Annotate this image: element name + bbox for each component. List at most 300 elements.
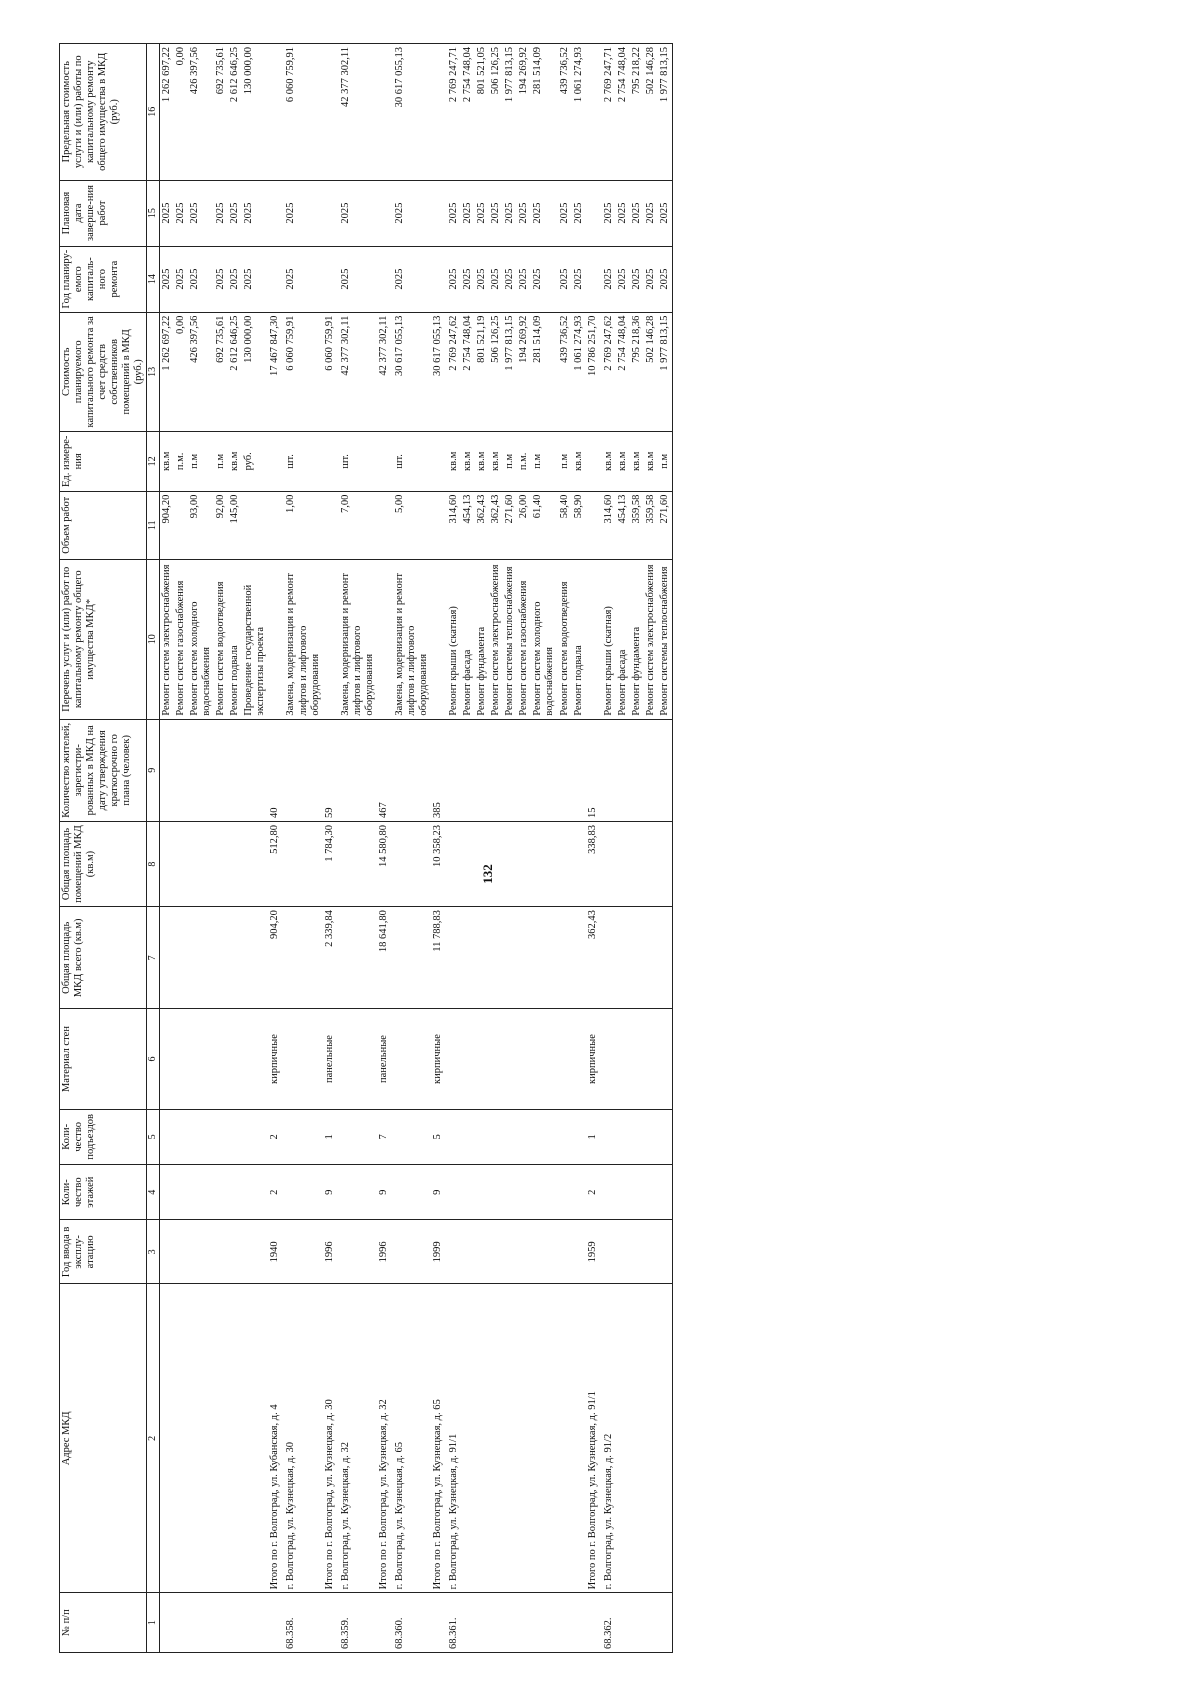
- entrances-cell: [228, 1109, 242, 1164]
- year-built-cell: 1959: [586, 1220, 602, 1284]
- owner-cost-cell: 6 060 759,91: [284, 312, 322, 431]
- completion-date-cell: 2025: [214, 180, 228, 246]
- owner-cost-cell: 2 754 748,04: [616, 312, 630, 431]
- column-number: 4: [147, 1165, 160, 1220]
- max-cost-cell: 30 617 055,13: [393, 44, 431, 181]
- premises-area-cell: 338,83: [586, 821, 602, 906]
- wall-material-cell: [159, 1009, 174, 1109]
- table-row: [214, 44, 228, 1653]
- entrances-cell: [393, 1109, 431, 1164]
- completion-date-cell: [268, 180, 284, 246]
- planned-year-cell: 2025: [242, 246, 268, 312]
- unit-cell: [586, 431, 602, 491]
- residents-cell: 15: [586, 719, 602, 821]
- wall-material-cell: [517, 1009, 531, 1109]
- floors-cell: [658, 1165, 673, 1220]
- unit-cell: [377, 431, 393, 491]
- unit-cell: кв.м: [447, 431, 461, 491]
- wall-material-cell: панельные: [323, 1009, 339, 1109]
- residents-cell: [616, 719, 630, 821]
- max-cost-cell: 502 146,28: [644, 44, 658, 181]
- column-number: 15: [147, 180, 160, 246]
- address-cell: Итого по г. Волгоград, ул. Кузнецкая, д. 32: [377, 1284, 393, 1593]
- unit-cell: кв.м: [475, 431, 489, 491]
- work-type-cell: Ремонт крыши (скатная): [602, 559, 616, 719]
- unit-cell: кв.м: [461, 431, 475, 491]
- floors-cell: [159, 1165, 174, 1220]
- unit-cell: шт.: [393, 431, 431, 491]
- row-number-cell: [489, 1593, 503, 1653]
- residents-cell: [228, 719, 242, 821]
- completion-date-cell: 2025: [558, 180, 572, 246]
- wall-material-cell: [558, 1009, 572, 1109]
- residents-cell: [531, 719, 557, 821]
- work-volume-cell: [431, 491, 447, 559]
- total-area-cell: 2 339,84: [323, 907, 339, 1009]
- owner-cost-cell: 30 617 055,13: [393, 312, 431, 431]
- work-volume-cell: [242, 491, 268, 559]
- address-cell: [503, 1284, 517, 1593]
- total-area-cell: [393, 907, 431, 1009]
- premises-area-cell: [214, 821, 228, 906]
- planned-year-cell: 2025: [602, 246, 616, 312]
- floors-cell: [393, 1165, 431, 1220]
- total-area-cell: [475, 907, 489, 1009]
- floors-cell: [188, 1165, 214, 1220]
- work-type-cell: [377, 559, 393, 719]
- unit-cell: п.м.: [517, 431, 531, 491]
- total-area-cell: [630, 907, 644, 1009]
- total-area-cell: [228, 907, 242, 1009]
- entrances-cell: [630, 1109, 644, 1164]
- planned-year-cell: 2025: [174, 246, 188, 312]
- planned-year-cell: [323, 246, 339, 312]
- year-built-cell: [339, 1220, 377, 1284]
- planned-year-cell: 2025: [214, 246, 228, 312]
- table-row: [616, 44, 630, 1653]
- row-number-cell: [475, 1593, 489, 1653]
- year-built-cell: [517, 1220, 531, 1284]
- unit-cell: руб.: [242, 431, 268, 491]
- entrances-cell: [658, 1109, 673, 1164]
- owner-cost-cell: 439 736,52: [558, 312, 572, 431]
- completion-date-cell: [431, 180, 447, 246]
- entrances-cell: [531, 1109, 557, 1164]
- residents-cell: [558, 719, 572, 821]
- work-type-cell: Ремонт систем водоотведения: [214, 559, 228, 719]
- address-cell: [644, 1284, 658, 1593]
- owner-cost-cell: 801 521,19: [475, 312, 489, 431]
- year-built-cell: 1996: [323, 1220, 339, 1284]
- max-cost-cell: 6 060 759,91: [284, 44, 322, 181]
- floors-cell: [447, 1165, 461, 1220]
- total-area-cell: 904,20: [268, 907, 284, 1009]
- header-cell: Адрес МКД: [60, 1284, 147, 1593]
- completion-date-cell: 2025: [159, 180, 174, 246]
- completion-date-cell: 2025: [228, 180, 242, 246]
- planned-year-cell: 2025: [572, 246, 586, 312]
- table-row: [339, 44, 377, 1653]
- floors-cell: [644, 1165, 658, 1220]
- max-cost-cell: 692 735,61: [214, 44, 228, 181]
- year-built-cell: 1940: [268, 1220, 284, 1284]
- total-area-cell: [159, 907, 174, 1009]
- residents-cell: [461, 719, 475, 821]
- total-row: [377, 44, 393, 1653]
- header-cell: Коли-чество этажей: [60, 1165, 147, 1220]
- owner-cost-cell: 194 269,92: [517, 312, 531, 431]
- row-number-cell: [431, 1593, 447, 1653]
- planned-year-cell: [431, 246, 447, 312]
- floors-cell: [214, 1165, 228, 1220]
- owner-cost-cell: 281 514,09: [531, 312, 557, 431]
- work-volume-cell: 454,13: [461, 491, 475, 559]
- work-volume-cell: [323, 491, 339, 559]
- address-cell: г. Волгоград, ул. Кузнецкая, д. 30: [284, 1284, 322, 1593]
- total-area-cell: [558, 907, 572, 1009]
- premises-area-cell: [284, 821, 322, 906]
- row-number-cell: [323, 1593, 339, 1653]
- completion-date-cell: [323, 180, 339, 246]
- premises-area-cell: [572, 821, 586, 906]
- max-cost-cell: 1 262 697,22: [159, 44, 174, 181]
- work-volume-cell: [377, 491, 393, 559]
- planned-year-cell: 2025: [188, 246, 214, 312]
- entrances-cell: 1: [586, 1109, 602, 1164]
- work-volume-cell: 58,90: [572, 491, 586, 559]
- unit-cell: п.м: [531, 431, 557, 491]
- row-number-cell: [586, 1593, 602, 1653]
- total-area-cell: [602, 907, 616, 1009]
- address-cell: [188, 1284, 214, 1593]
- premises-area-cell: [475, 821, 489, 906]
- owner-cost-cell: 0,00: [174, 312, 188, 431]
- work-volume-cell: 271,60: [658, 491, 673, 559]
- entrances-cell: [174, 1109, 188, 1164]
- address-cell: [558, 1284, 572, 1593]
- owner-cost-cell: 1 262 697,22: [159, 312, 174, 431]
- total-area-cell: [339, 907, 377, 1009]
- entrances-cell: [602, 1109, 616, 1164]
- header-cell: Год ввода в эксплу-атацию: [60, 1220, 147, 1284]
- total-area-cell: [489, 907, 503, 1009]
- wall-material-cell: [228, 1009, 242, 1109]
- total-row: [323, 44, 339, 1653]
- owner-cost-cell: 506 126,25: [489, 312, 503, 431]
- header-cell: Стоимость планируемого капитального ремонта за счет средств собственников помещений в МКД (руб.): [60, 312, 147, 431]
- work-type-cell: Ремонт фасада: [616, 559, 630, 719]
- residents-cell: [602, 719, 616, 821]
- planned-year-cell: [377, 246, 393, 312]
- column-number: 11: [147, 491, 160, 559]
- work-volume-cell: 92,00: [214, 491, 228, 559]
- owner-cost-cell: 2 769 247,62: [447, 312, 461, 431]
- premises-area-cell: [644, 821, 658, 906]
- column-number: 12: [147, 431, 160, 491]
- table-row: [393, 44, 431, 1653]
- planned-year-cell: 2025: [644, 246, 658, 312]
- table-row: [531, 44, 557, 1653]
- owner-cost-cell: 502 146,28: [644, 312, 658, 431]
- wall-material-cell: [214, 1009, 228, 1109]
- unit-cell: кв.м: [572, 431, 586, 491]
- entrances-cell: 7: [377, 1109, 393, 1164]
- floors-cell: [339, 1165, 377, 1220]
- address-cell: [572, 1284, 586, 1593]
- premises-area-cell: 14 580,80: [377, 821, 393, 906]
- residents-cell: [517, 719, 531, 821]
- work-type-cell: Ремонт систем электроснабжения: [489, 559, 503, 719]
- year-built-cell: [159, 1220, 174, 1284]
- completion-date-cell: 2025: [503, 180, 517, 246]
- year-built-cell: [630, 1220, 644, 1284]
- wall-material-cell: [489, 1009, 503, 1109]
- table-row: [174, 44, 188, 1653]
- year-built-cell: 1996: [377, 1220, 393, 1284]
- floors-cell: 9: [323, 1165, 339, 1220]
- table-row: [159, 44, 174, 1653]
- premises-area-cell: [159, 821, 174, 906]
- owner-cost-cell: 692 735,61: [214, 312, 228, 431]
- column-number: 13: [147, 312, 160, 431]
- row-number-cell: [616, 1593, 630, 1653]
- unit-cell: п.м: [503, 431, 517, 491]
- planned-year-cell: 2025: [558, 246, 572, 312]
- entrances-cell: [339, 1109, 377, 1164]
- total-area-cell: [284, 907, 322, 1009]
- year-built-cell: [658, 1220, 673, 1284]
- work-volume-cell: 454,13: [616, 491, 630, 559]
- unit-cell: кв.м: [630, 431, 644, 491]
- wall-material-cell: кирпичные: [431, 1009, 447, 1109]
- entrances-cell: [558, 1109, 572, 1164]
- rotated-table-container: [59, 43, 1043, 1653]
- table-row: [517, 44, 531, 1653]
- year-built-cell: [461, 1220, 475, 1284]
- total-area-cell: [214, 907, 228, 1009]
- wall-material-cell: [242, 1009, 268, 1109]
- address-cell: Итого по г. Волгоград, ул. Кубанская, д. 4: [268, 1284, 284, 1593]
- planned-year-cell: 2025: [159, 246, 174, 312]
- residents-cell: [447, 719, 461, 821]
- address-cell: [159, 1284, 174, 1593]
- planned-year-cell: 2025: [630, 246, 644, 312]
- total-area-cell: [461, 907, 475, 1009]
- entrances-cell: [284, 1109, 322, 1164]
- wall-material-cell: [658, 1009, 673, 1109]
- wall-material-cell: [461, 1009, 475, 1109]
- floors-cell: [616, 1165, 630, 1220]
- work-type-cell: Ремонт фундамента: [475, 559, 489, 719]
- completion-date-cell: 2025: [531, 180, 557, 246]
- wall-material-cell: [644, 1009, 658, 1109]
- work-volume-cell: 1,00: [284, 491, 322, 559]
- owner-cost-cell: 2 754 748,04: [461, 312, 475, 431]
- header-cell: № п/п: [60, 1593, 147, 1653]
- entrances-cell: [517, 1109, 531, 1164]
- completion-date-cell: 2025: [630, 180, 644, 246]
- unit-cell: [268, 431, 284, 491]
- work-type-cell: Ремонт подвала: [228, 559, 242, 719]
- total-area-cell: [447, 907, 461, 1009]
- header-cell: Общая площадь помещений МКД (кв.м): [60, 821, 147, 906]
- row-number-cell: [644, 1593, 658, 1653]
- header-cell: Общая площадь МКД всего (кв.м): [60, 907, 147, 1009]
- floors-cell: [630, 1165, 644, 1220]
- row-number-cell: [377, 1593, 393, 1653]
- work-type-cell: Ремонт систем электроснабжения: [159, 559, 174, 719]
- floors-cell: [572, 1165, 586, 1220]
- wall-material-cell: кирпичные: [586, 1009, 602, 1109]
- work-volume-cell: 93,00: [188, 491, 214, 559]
- work-type-cell: Ремонт систем холодного водоснабжения: [188, 559, 214, 719]
- completion-date-cell: 2025: [242, 180, 268, 246]
- row-number-cell: [268, 1593, 284, 1653]
- work-volume-cell: 359,58: [630, 491, 644, 559]
- header-cell: Материал стен: [60, 1009, 147, 1109]
- year-built-cell: [616, 1220, 630, 1284]
- max-cost-cell: [323, 44, 339, 181]
- completion-date-cell: 2025: [339, 180, 377, 246]
- row-number-cell: [461, 1593, 475, 1653]
- max-cost-cell: 2 612 646,25: [228, 44, 242, 181]
- work-type-cell: Замена, модернизация и ремонт лифтов и лифтового оборудования: [393, 559, 431, 719]
- total-area-cell: [503, 907, 517, 1009]
- max-cost-cell: 1 977 813,15: [658, 44, 673, 181]
- total-area-cell: 362,43: [586, 907, 602, 1009]
- entrances-cell: [503, 1109, 517, 1164]
- capital-repair-table: [59, 43, 673, 1653]
- total-row: [431, 44, 447, 1653]
- residents-cell: 40: [268, 719, 284, 821]
- address-cell: [475, 1284, 489, 1593]
- premises-area-cell: [447, 821, 461, 906]
- total-area-cell: [531, 907, 557, 1009]
- planned-year-cell: 2025: [616, 246, 630, 312]
- address-cell: [531, 1284, 557, 1593]
- header-cell: Количество жителей, зарегистри-рованных в МКД на дату утверждения краткосрочно го плана (человек): [60, 719, 147, 821]
- work-type-cell: Ремонт систем электроснабжения: [644, 559, 658, 719]
- unit-cell: [431, 431, 447, 491]
- table-row: [447, 44, 461, 1653]
- column-number: 10: [147, 559, 160, 719]
- work-volume-cell: 362,43: [489, 491, 503, 559]
- work-type-cell: [323, 559, 339, 719]
- completion-date-cell: [377, 180, 393, 246]
- max-cost-cell: 281 514,09: [531, 44, 557, 181]
- unit-cell: п.м: [188, 431, 214, 491]
- year-built-cell: [284, 1220, 322, 1284]
- column-number: 7: [147, 907, 160, 1009]
- max-cost-cell: 194 269,92: [517, 44, 531, 181]
- address-cell: [616, 1284, 630, 1593]
- premises-area-cell: 1 784,30: [323, 821, 339, 906]
- wall-material-cell: [531, 1009, 557, 1109]
- planned-year-cell: 2025: [228, 246, 242, 312]
- premises-area-cell: [616, 821, 630, 906]
- entrances-cell: [644, 1109, 658, 1164]
- wall-material-cell: [630, 1009, 644, 1109]
- completion-date-cell: 2025: [489, 180, 503, 246]
- year-built-cell: [174, 1220, 188, 1284]
- work-volume-cell: 271,60: [503, 491, 517, 559]
- floors-cell: [602, 1165, 616, 1220]
- max-cost-cell: 801 521,05: [475, 44, 489, 181]
- completion-date-cell: 2025: [174, 180, 188, 246]
- residents-cell: [393, 719, 431, 821]
- premises-area-cell: [531, 821, 557, 906]
- planned-year-cell: [268, 246, 284, 312]
- page-number: 132: [480, 864, 495, 884]
- year-built-cell: [644, 1220, 658, 1284]
- premises-area-cell: [602, 821, 616, 906]
- completion-date-cell: 2025: [602, 180, 616, 246]
- address-cell: г. Волгоград, ул. Кузнецкая, д. 91/2: [602, 1284, 616, 1593]
- address-cell: Итого по г. Волгоград, ул. Кузнецкая, д. 91/1: [586, 1284, 602, 1593]
- max-cost-cell: 2 769 247,71: [602, 44, 616, 181]
- work-volume-cell: 362,43: [475, 491, 489, 559]
- work-volume-cell: 145,00: [228, 491, 242, 559]
- residents-cell: 467: [377, 719, 393, 821]
- floors-cell: 2: [586, 1165, 602, 1220]
- total-row: [268, 44, 284, 1653]
- year-built-cell: [475, 1220, 489, 1284]
- row-number-cell: [242, 1593, 268, 1653]
- year-built-cell: [531, 1220, 557, 1284]
- owner-cost-cell: 1 977 813,15: [503, 312, 517, 431]
- address-cell: [517, 1284, 531, 1593]
- table-row: [630, 44, 644, 1653]
- total-area-cell: [517, 907, 531, 1009]
- entrances-cell: [489, 1109, 503, 1164]
- premises-area-cell: [630, 821, 644, 906]
- row-number-cell: [228, 1593, 242, 1653]
- work-type-cell: Ремонт фасада: [461, 559, 475, 719]
- year-built-cell: 1999: [431, 1220, 447, 1284]
- wall-material-cell: кирпичные: [268, 1009, 284, 1109]
- unit-cell: шт.: [339, 431, 377, 491]
- year-built-cell: [602, 1220, 616, 1284]
- premises-area-cell: [339, 821, 377, 906]
- row-number-cell: [658, 1593, 673, 1653]
- work-volume-cell: 5,00: [393, 491, 431, 559]
- max-cost-cell: [431, 44, 447, 181]
- owner-cost-cell: 1 061 274,93: [572, 312, 586, 431]
- table-row: [658, 44, 673, 1653]
- year-built-cell: [188, 1220, 214, 1284]
- owner-cost-cell: 17 467 847,30: [268, 312, 284, 431]
- work-type-cell: Замена, модернизация и ремонт лифтов и лифтового оборудования: [284, 559, 322, 719]
- work-type-cell: Ремонт систем холодного водоснабжения: [531, 559, 557, 719]
- wall-material-cell: [339, 1009, 377, 1109]
- owner-cost-cell: 42 377 302,11: [377, 312, 393, 431]
- work-volume-cell: 58,40: [558, 491, 572, 559]
- address-cell: Итого по г. Волгоград, ул. Кузнецкая, д. 65: [431, 1284, 447, 1593]
- work-volume-cell: 359,58: [644, 491, 658, 559]
- row-number-cell: 68.360.: [393, 1593, 431, 1653]
- row-number-cell: 68.359.: [339, 1593, 377, 1653]
- entrances-cell: 1: [323, 1109, 339, 1164]
- premises-area-cell: [228, 821, 242, 906]
- wall-material-cell: [393, 1009, 431, 1109]
- owner-cost-cell: 42 377 302,11: [339, 312, 377, 431]
- row-number-cell: [630, 1593, 644, 1653]
- table-body: [159, 44, 672, 1653]
- table-row: [228, 44, 242, 1653]
- owner-cost-cell: 1 977 813,15: [658, 312, 673, 431]
- planned-year-cell: 2025: [503, 246, 517, 312]
- planned-year-cell: 2025: [658, 246, 673, 312]
